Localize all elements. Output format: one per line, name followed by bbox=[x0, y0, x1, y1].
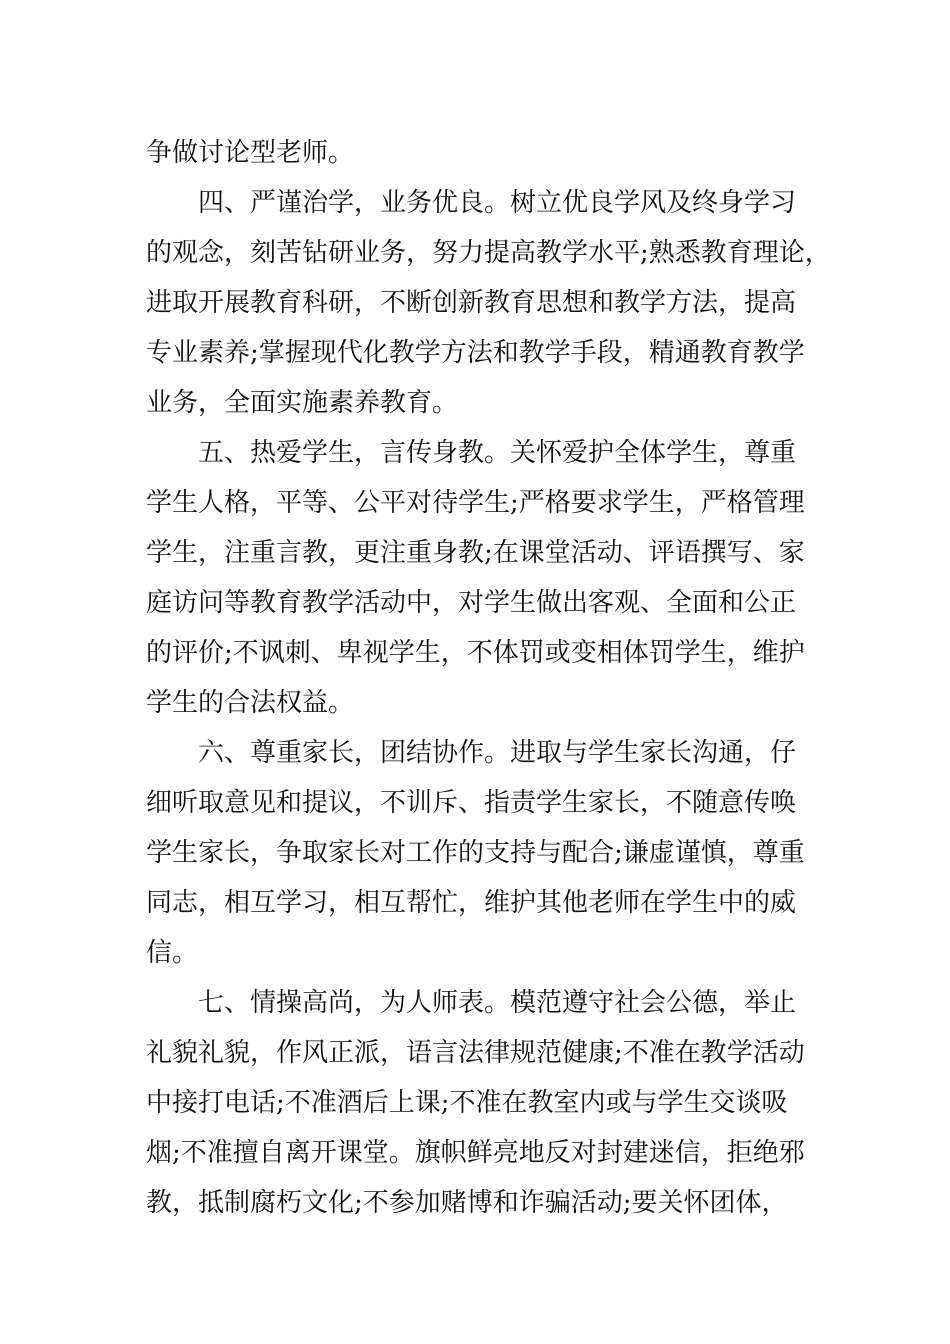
text-line: 烟;不准擅自离开课堂。旗帜鲜亮地反对封建迷信，拒绝邪 bbox=[146, 1138, 805, 1168]
text-line: 礼貌礼貌，作风正派，语言法律规范健康;不准在教学活动 bbox=[146, 1038, 805, 1068]
text-line: 学生家长，争取家长对工作的支持与配合;谦虚谨慎，尊重 bbox=[146, 838, 805, 868]
text-line: 争做讨论型老师。 bbox=[146, 138, 355, 168]
paragraph-five-line: 五、热爱学生，言传身教。关怀爱护全体学生，尊重 bbox=[146, 438, 797, 468]
text-line: 的评价;不讽刺、卑视学生，不体罚或变相体罚学生，维护 bbox=[146, 638, 805, 668]
text-line: 学生，注重言教，更注重身教;在课堂活动、评语撰写、家 bbox=[146, 538, 805, 568]
text-line: 细听取意见和提议，不训斥、指责学生家长，不随意传唤 bbox=[146, 788, 797, 818]
document-body bbox=[146, 128, 831, 1228]
paragraph-six-line: 六、尊重家长，团结协作。进取与学生家长沟通，仔 bbox=[146, 738, 797, 768]
text-line: 学生的合法权益。 bbox=[146, 688, 355, 718]
text-line: 学生人格，平等、公平对待学生;严格要求学生，严格管理 bbox=[146, 488, 805, 518]
paragraph-seven-line: 七、情操高尚，为人师表。模范遵守社会公德，举止 bbox=[146, 988, 797, 1018]
text-line: 同志，相互学习，相互帮忙，维护其他老师在学生中的威 bbox=[146, 888, 797, 918]
text-line: 信。 bbox=[146, 938, 199, 968]
text-line: 专业素养;掌握现代化教学方法和教学手段，精通教育教学 bbox=[146, 338, 805, 368]
text-line: 中接打电话;不准酒后上课;不准在教室内或与学生交谈吸 bbox=[146, 1088, 788, 1118]
text-line: 庭访问等教育教学活动中，对学生做出客观、全面和公正 bbox=[146, 588, 797, 618]
text-line: 进取开展教育科研，不断创新教育思想和教学方法，提高 bbox=[146, 288, 797, 318]
text-line: 业务，全面实施素养教育。 bbox=[146, 388, 459, 418]
text-line: 的观念，刻苦钻研业务，努力提高教学水平;熟悉教育理论， bbox=[146, 238, 831, 268]
paragraph-four-line: 四、严谨治学，业务优良。树立优良学风及终身学习 bbox=[146, 188, 797, 218]
text-line: 教，抵制腐朽文化;不参加赌博和诈骗活动;要关怀团体， bbox=[146, 1188, 788, 1218]
